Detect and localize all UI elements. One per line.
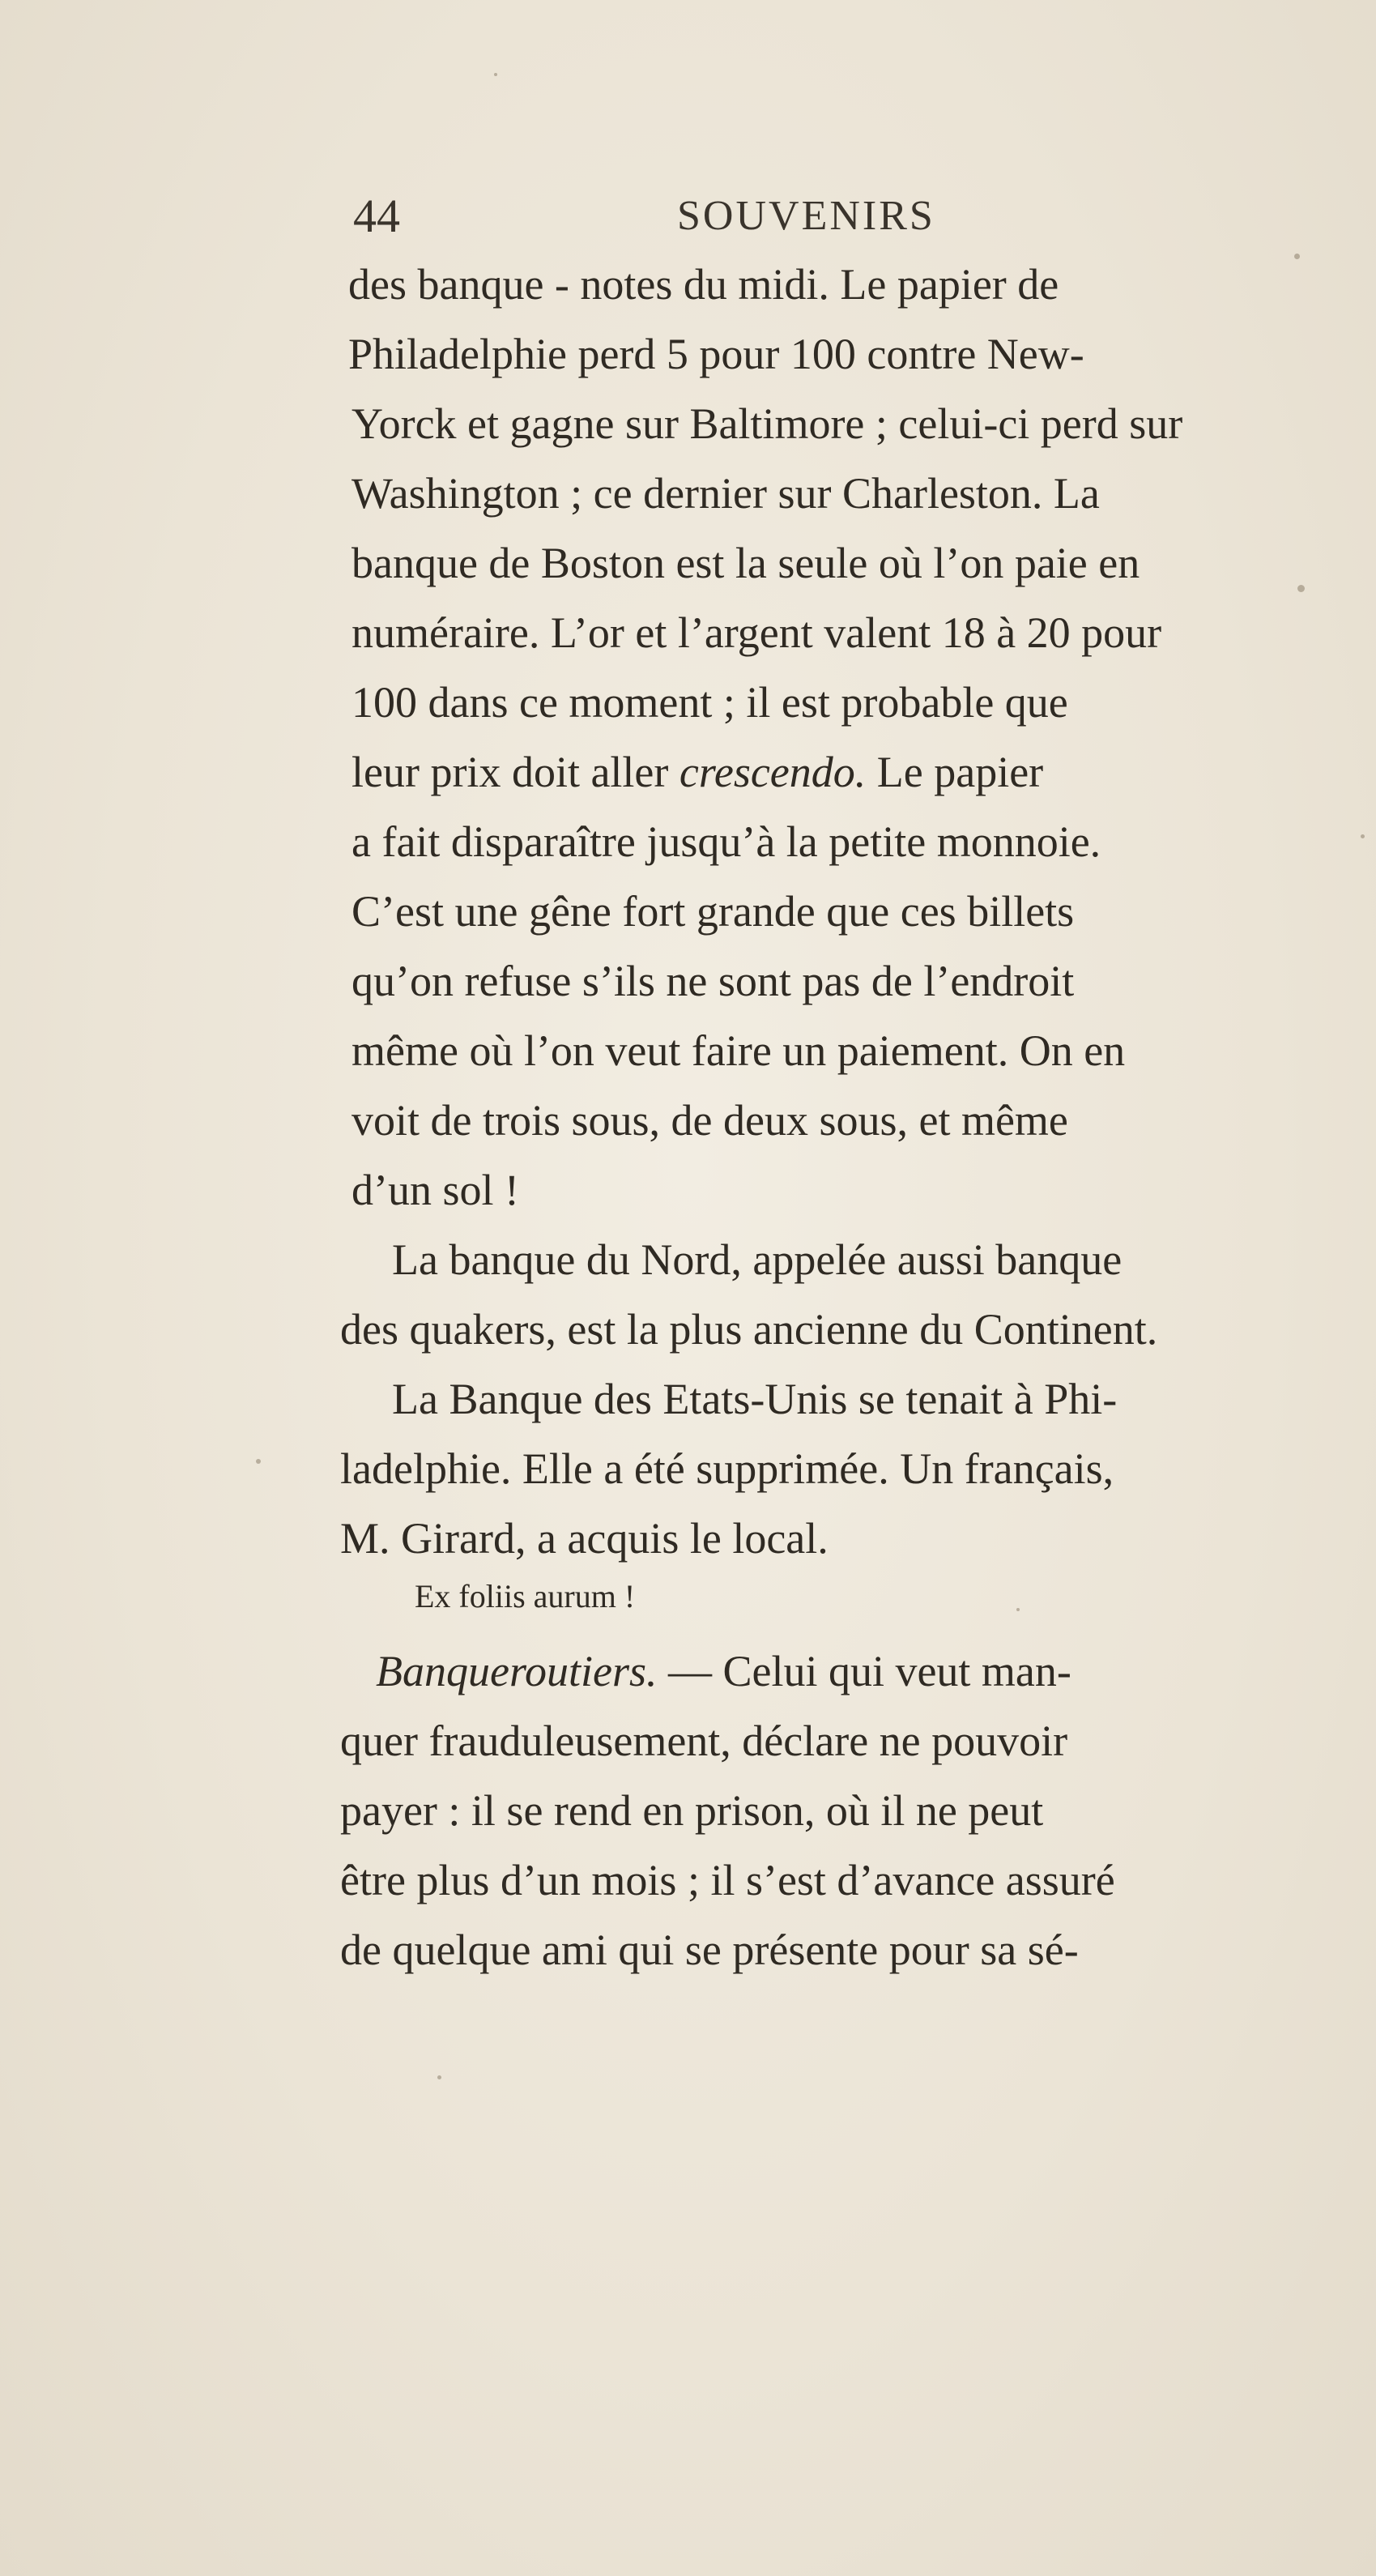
text-line: être plus d’un mois ; il s’est d’avance assuré	[340, 1856, 1115, 1904]
text-line: d’un sol !	[351, 1166, 519, 1214]
italic-word: crescendo.	[679, 748, 867, 796]
paper-speck	[256, 1459, 261, 1464]
text-line: qu’on refuse s’ils ne sont pas de l’endroit	[351, 957, 1075, 1005]
text-line: payer : il se rend en prison, où il ne peut	[340, 1786, 1044, 1835]
paper-speck	[1361, 834, 1365, 838]
page-number: 44	[353, 190, 400, 242]
paper-speck	[437, 2075, 441, 2079]
italic-word: Banqueroutiers.	[376, 1647, 658, 1695]
text-line: Washington ; ce dernier sur Charleston. La	[351, 469, 1100, 518]
text-line: de quelque ami qui se présente pour sa sé-	[340, 1926, 1079, 1974]
text-line: La banque du Nord, appelée aussi banque	[392, 1235, 1123, 1284]
text-line	[351, 737, 1043, 807]
text-run: — Celui qui veut man-	[657, 1647, 1071, 1695]
page-header	[353, 188, 1017, 245]
text-line: voit de trois sous, de deux sous, et même	[351, 1096, 1068, 1145]
text-line: C’est une gêne fort grande que ces billets	[351, 887, 1075, 936]
paper-speck	[1297, 585, 1305, 592]
text-line: banque de Boston est la seule où l’on paie en	[351, 539, 1140, 587]
text-line: 100 dans ce moment ; il est probable que	[351, 678, 1068, 727]
text-run: leur prix doit aller	[351, 748, 679, 796]
text-line: a fait disparaître jusqu’à la petite monnoie.	[351, 817, 1101, 866]
text-line: quer frauduleusement, déclare ne pouvoir	[340, 1717, 1068, 1765]
text-line: même où l’on veut faire un paiement. On en	[351, 1026, 1126, 1075]
text-line: Philadelphie perd 5 pour 100 contre New-	[348, 330, 1084, 378]
text-line	[376, 1636, 1071, 1706]
text-line: ladelphie. Elle a été supprimée. Un français,	[340, 1444, 1114, 1493]
text-line: M. Girard, a acquis le local.	[340, 1514, 829, 1563]
paper-speck	[1294, 254, 1300, 259]
text-line: des quakers, est la plus ancienne du Continent.	[340, 1305, 1158, 1354]
running-title: SOUVENIRS	[677, 193, 935, 239]
text-line: La Banque des Etats-Unis se tenait à Phi-	[392, 1375, 1118, 1423]
text-line: numéraire. L’or et l’argent valent 18 à 20 pour	[351, 608, 1162, 657]
paper-speck	[494, 73, 497, 76]
latin-motto: Ex foliis aurum !	[415, 1578, 636, 1614]
paper-speck	[1016, 1608, 1020, 1611]
text-line: Yorck et gagne sur Baltimore ; celui-ci perd sur	[351, 399, 1183, 448]
text-run: Le papier	[866, 748, 1044, 796]
text-line: des banque - notes du midi. Le papier de	[348, 260, 1059, 309]
